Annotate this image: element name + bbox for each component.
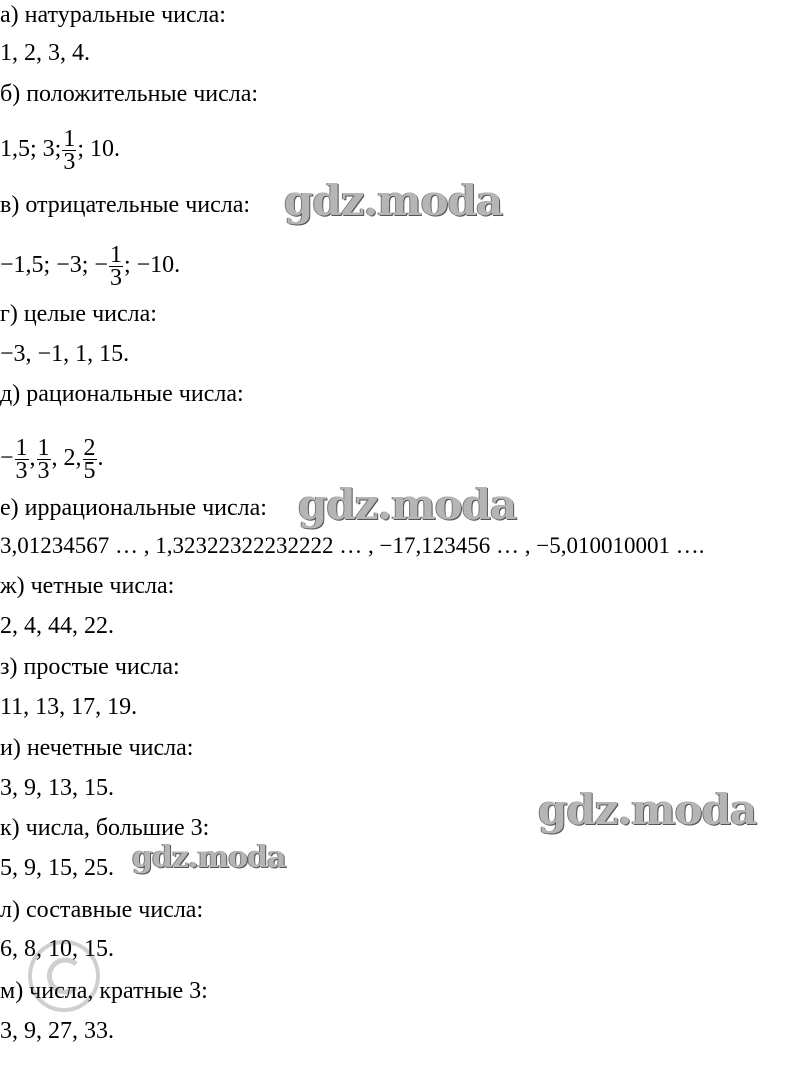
answer-b bbox=[0, 128, 120, 173]
answer-b-post: ; 10. bbox=[77, 136, 121, 163]
fraction bbox=[83, 437, 97, 482]
heading-b: б) положительные числа: bbox=[0, 81, 259, 107]
separator: , 2, bbox=[51, 445, 82, 472]
answer-b-pre: 1,5; 3; bbox=[0, 136, 62, 163]
watermark-logo: gdz.moda bbox=[298, 480, 517, 529]
fraction bbox=[15, 437, 29, 482]
fraction bbox=[109, 244, 123, 289]
answer-d bbox=[0, 437, 104, 482]
fraction bbox=[62, 128, 76, 173]
fraction-denominator: 3 bbox=[109, 265, 122, 291]
answer-i: 3, 9, 13, 15. bbox=[0, 775, 114, 801]
copyright-icon bbox=[24, 936, 104, 1016]
answer-z: 11, 13, 17, 19. bbox=[0, 694, 138, 720]
fraction-denominator: 3 bbox=[37, 458, 50, 484]
answer-v-pre: −1,5; −3; − bbox=[0, 252, 108, 279]
fraction-numerator: 1 bbox=[37, 435, 50, 461]
answer-k: 5, 9, 15, 25. bbox=[0, 855, 114, 881]
heading-m: м) числа, кратные 3: bbox=[0, 978, 208, 1004]
watermark-logo: gdz.moda bbox=[284, 176, 503, 225]
separator: , bbox=[29, 445, 36, 472]
heading-k: к) числа, большие 3: bbox=[0, 815, 210, 841]
answer-d-post: . bbox=[97, 445, 104, 472]
answer-d-pre: − bbox=[0, 445, 14, 472]
answer-m: 3, 9, 27, 33. bbox=[0, 1018, 114, 1044]
heading-d: д) рациональные числа: bbox=[0, 381, 244, 407]
watermark-logo: gdz.moda bbox=[538, 785, 757, 834]
answer-e: 3,01234567 … , 1,32322322232222 … , −17,123456 … , −5,010010001 …. bbox=[0, 533, 705, 558]
fraction-denominator: 3 bbox=[63, 149, 76, 175]
answer-v-post: ; −10. bbox=[123, 252, 181, 279]
heading-l: л) составные числа: bbox=[0, 897, 204, 923]
watermark-logo: gdz.moda bbox=[132, 840, 286, 875]
heading-v: в) отрицательные числа: bbox=[0, 192, 251, 218]
fraction-denominator: 5 bbox=[83, 458, 96, 484]
fraction-numerator: 2 bbox=[83, 435, 96, 461]
heading-e: е) иррациональные числа: bbox=[0, 495, 267, 521]
heading-z: з) простые числа: bbox=[0, 654, 180, 680]
fraction-denominator: 3 bbox=[15, 458, 28, 484]
answer-v bbox=[0, 244, 180, 289]
answer-g: −3, −1, 1, 15. bbox=[0, 341, 130, 367]
answer-l: 6, 8, 10, 15. bbox=[0, 936, 114, 962]
answer-a: 1, 2, 3, 4. bbox=[0, 40, 90, 66]
fraction bbox=[37, 437, 51, 482]
fraction-numerator: 1 bbox=[63, 126, 76, 152]
heading-i: и) нечетные числа: bbox=[0, 735, 194, 761]
heading-g: г) целые числа: bbox=[0, 301, 157, 327]
fraction-numerator: 1 bbox=[15, 435, 28, 461]
heading-a: а) натуральные числа: bbox=[0, 2, 226, 28]
answer-zh: 2, 4, 44, 22. bbox=[0, 613, 114, 639]
fraction-numerator: 1 bbox=[109, 242, 122, 268]
heading-zh: ж) четные числа: bbox=[0, 573, 175, 599]
